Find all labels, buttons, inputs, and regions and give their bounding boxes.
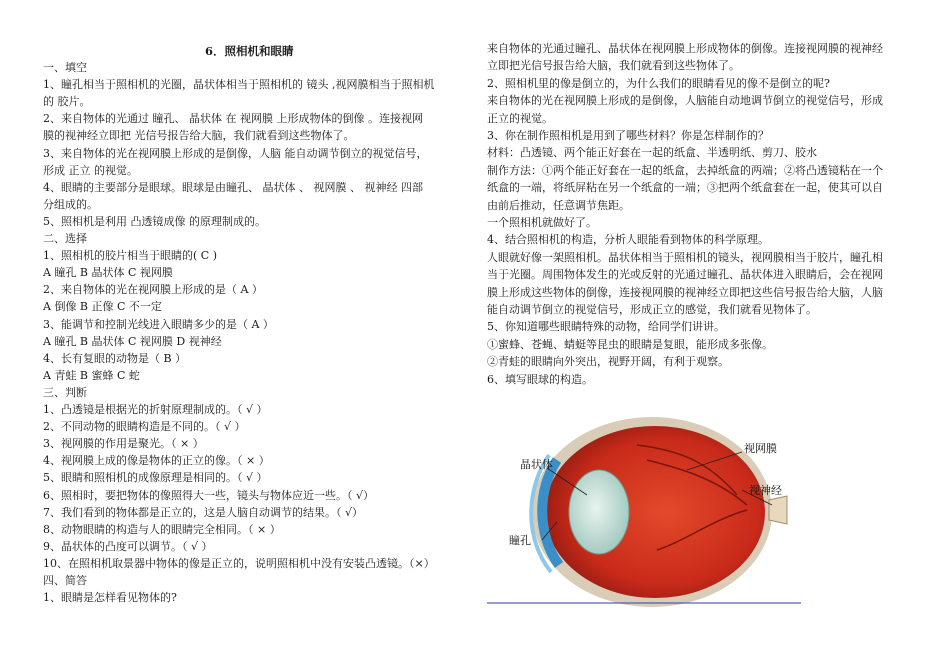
right-text-line: 4、结合照相机的构造，分析人眼能看到物体的科学原理。 <box>487 233 769 247</box>
left-text-line: 10、在照相机取景器中物体的像是正立的，说明照相机中没有安装凸透镜。（×） <box>43 556 435 570</box>
lens-shape <box>569 470 629 554</box>
left-text-line: 1、凸透镜是根据光的折射原理制成的。（ √ ） <box>43 403 268 416</box>
right-text-line: 来自物体的光在视网膜上形成的是倒像，人脑能自动地调节倒立的视觉信号，形成 <box>487 94 883 108</box>
right-text-line: 当于光圈。周围物体发生的光或反射的光通过瞳孔、晶状体进入眼睛后，会在视网 <box>487 268 883 282</box>
left-text-line: A 瞳孔 B 晶状体 C 视网膜 <box>43 266 173 280</box>
page-title: 6．照相机和眼睛 <box>205 44 294 58</box>
left-text-line: 膜的视神经立即把 光信号报告给大脑，我们就看到这些物体了。 <box>43 129 355 143</box>
left-text-line: 3、能调节和控制光线进入眼睛多少的是（ A ） <box>43 317 274 331</box>
left-text-line: 2、来自物体的光在视网膜上形成的是（ A ） <box>43 283 263 297</box>
right-text-line: 立即把光信号报告给大脑，我们就看到这些物体了。 <box>487 59 740 73</box>
right-text-line: 能自动调节倒立的视觉信号，形成正立的感觉，我们就看见物体了。 <box>487 303 817 316</box>
left-text-line: 4、视网膜上成的像是物体的正立的像。（ × ） <box>43 454 270 468</box>
left-text-line: 四、简答 <box>43 574 87 587</box>
right-text-line: 纸盒的一端，将纸屏粘在另一个纸盒的一端；③把两个纸盒套在一起，使其可以自 <box>487 181 883 195</box>
right-text-line: 材料：凸透镜、两个能正好套在一起的纸盒、半透明纸、剪刀、胶水 <box>487 146 817 160</box>
left-text-line: 3、视网膜的作用是聚光。（ × ） <box>43 437 204 451</box>
right-text-line: 5、你知道哪些眼睛特殊的动物，给同学们讲讲。 <box>487 320 725 334</box>
right-text-line: ①蜜蜂、苍蝇、蜻蜓等昆虫的眼睛是复眼，能形成多张像。 <box>487 337 773 351</box>
left-text-line: 8、动物眼睛的构造与人的眼睛完全相同。（ × ） <box>43 522 281 536</box>
left-text-line: 5、眼睛和照相机的成像原理是相同的。（ √ ） <box>43 471 268 485</box>
left-text-line: A 青蛙 B 蜜蜂 C 蛇 <box>43 368 140 382</box>
lens-label: 晶状体 <box>520 458 553 471</box>
right-text-line: 6、填写眼球的构造。 <box>487 372 593 386</box>
left-text-line: 一、填空 <box>43 61 87 74</box>
right-text-line: ②青蛙的眼睛向外突出，视野开阔，有利于观察。 <box>487 355 729 369</box>
left-text-line: 3、来自物体的光在视网膜上形成的是倒像，人脑 能自动调节倒立的视觉信号， <box>43 146 428 160</box>
left-text-line: 二、选择 <box>43 232 87 245</box>
right-text-line: 正立的视觉。 <box>487 111 553 125</box>
optic-nerve-label: 视神经 <box>749 484 782 497</box>
left-text-line: 9、晶状体的凸度可以调节。（ √ ） <box>43 539 213 553</box>
retina-label: 视网膜 <box>744 442 777 455</box>
right-text-line: 3、你在制作照相机是用到了哪些材料？你是怎样制作的？ <box>487 129 769 142</box>
left-text-line: 分组成的。 <box>43 197 98 211</box>
left-text-line: 5、照相机是利用 凸透镜成像 的原理制成的。 <box>43 214 266 228</box>
right-text-line: 一个照相机就做好了。 <box>487 216 597 229</box>
pupil-label: 瞳孔 <box>509 534 531 547</box>
right-text-line: 膜上形成这些物体的倒像，连接视网膜的视神经立即把这些信号报告给大脑，人脑 <box>487 285 883 299</box>
right-text-line: 来自物体的光通过瞳孔、晶状体在视网膜上形成物体的倒像。连接视网膜的视神经 <box>487 42 883 55</box>
right-text-line: 2、照相机里的像是倒立的，为什么我们的眼睛看见的像不是倒立的呢? <box>487 76 830 90</box>
left-text-line: 1、照相机的胶片相当于眼睛的( C ) <box>43 249 217 263</box>
left-text-line: A 倒像 B 正像 C 不一定 <box>43 300 162 314</box>
optic-nerve-shape <box>769 496 787 524</box>
left-text-line: 6、照相时，要把物体的像照得大一些，镜头与物体应近一些。（ √） <box>43 488 375 502</box>
eyeball-illustration <box>487 400 817 615</box>
left-text-line: 三、判断 <box>43 385 87 399</box>
left-text-line: 2、不同动物的眼睛构造是不同的。（ √ ） <box>43 420 246 434</box>
left-text-line: 4、长有复眼的动物是（ B ） <box>43 351 187 365</box>
left-text-line: 4、眼睛的主要部分是眼球。眼球是由瞳孔、 晶状体 、 视网膜 、 视神经 四部 <box>43 180 423 194</box>
right-text-line: 制作方法：①两个能正好套在一起的纸盒，去掉纸盒的两端；②将凸透镜粘在一个 <box>487 163 883 177</box>
left-text-line: A 瞳孔 B 晶状体 C 视网膜 D 视神经 <box>43 334 222 348</box>
left-text-line: 1、瞳孔相当于照相机的光圈，晶状体相当于照相机的 镜头 ,视网膜相当于照相机 <box>43 78 435 92</box>
left-text-line: 1、眼睛是怎样看见物体的? <box>43 591 177 605</box>
right-text-line: 人眼就好像一架照相机。晶状体相当于照相机的镜头，视网膜相当于胶片，瞳孔相 <box>487 250 883 264</box>
left-text-line: 7、我们看到的物体都是正立的，这是人脑自动调节的结果。（ √） <box>43 505 364 519</box>
left-text-line: 的 胶片。 <box>43 95 91 109</box>
left-text-line: 形成 正立 的视觉。 <box>43 163 138 177</box>
right-text-line: 由前后推动，任意调节焦距。 <box>487 198 630 212</box>
eye-diagram <box>487 400 817 615</box>
left-text-line: 2、来自物体的光通过 瞳孔、 晶状体 在 视网膜 上形成物体的倒像 。连接视网 <box>43 112 423 126</box>
